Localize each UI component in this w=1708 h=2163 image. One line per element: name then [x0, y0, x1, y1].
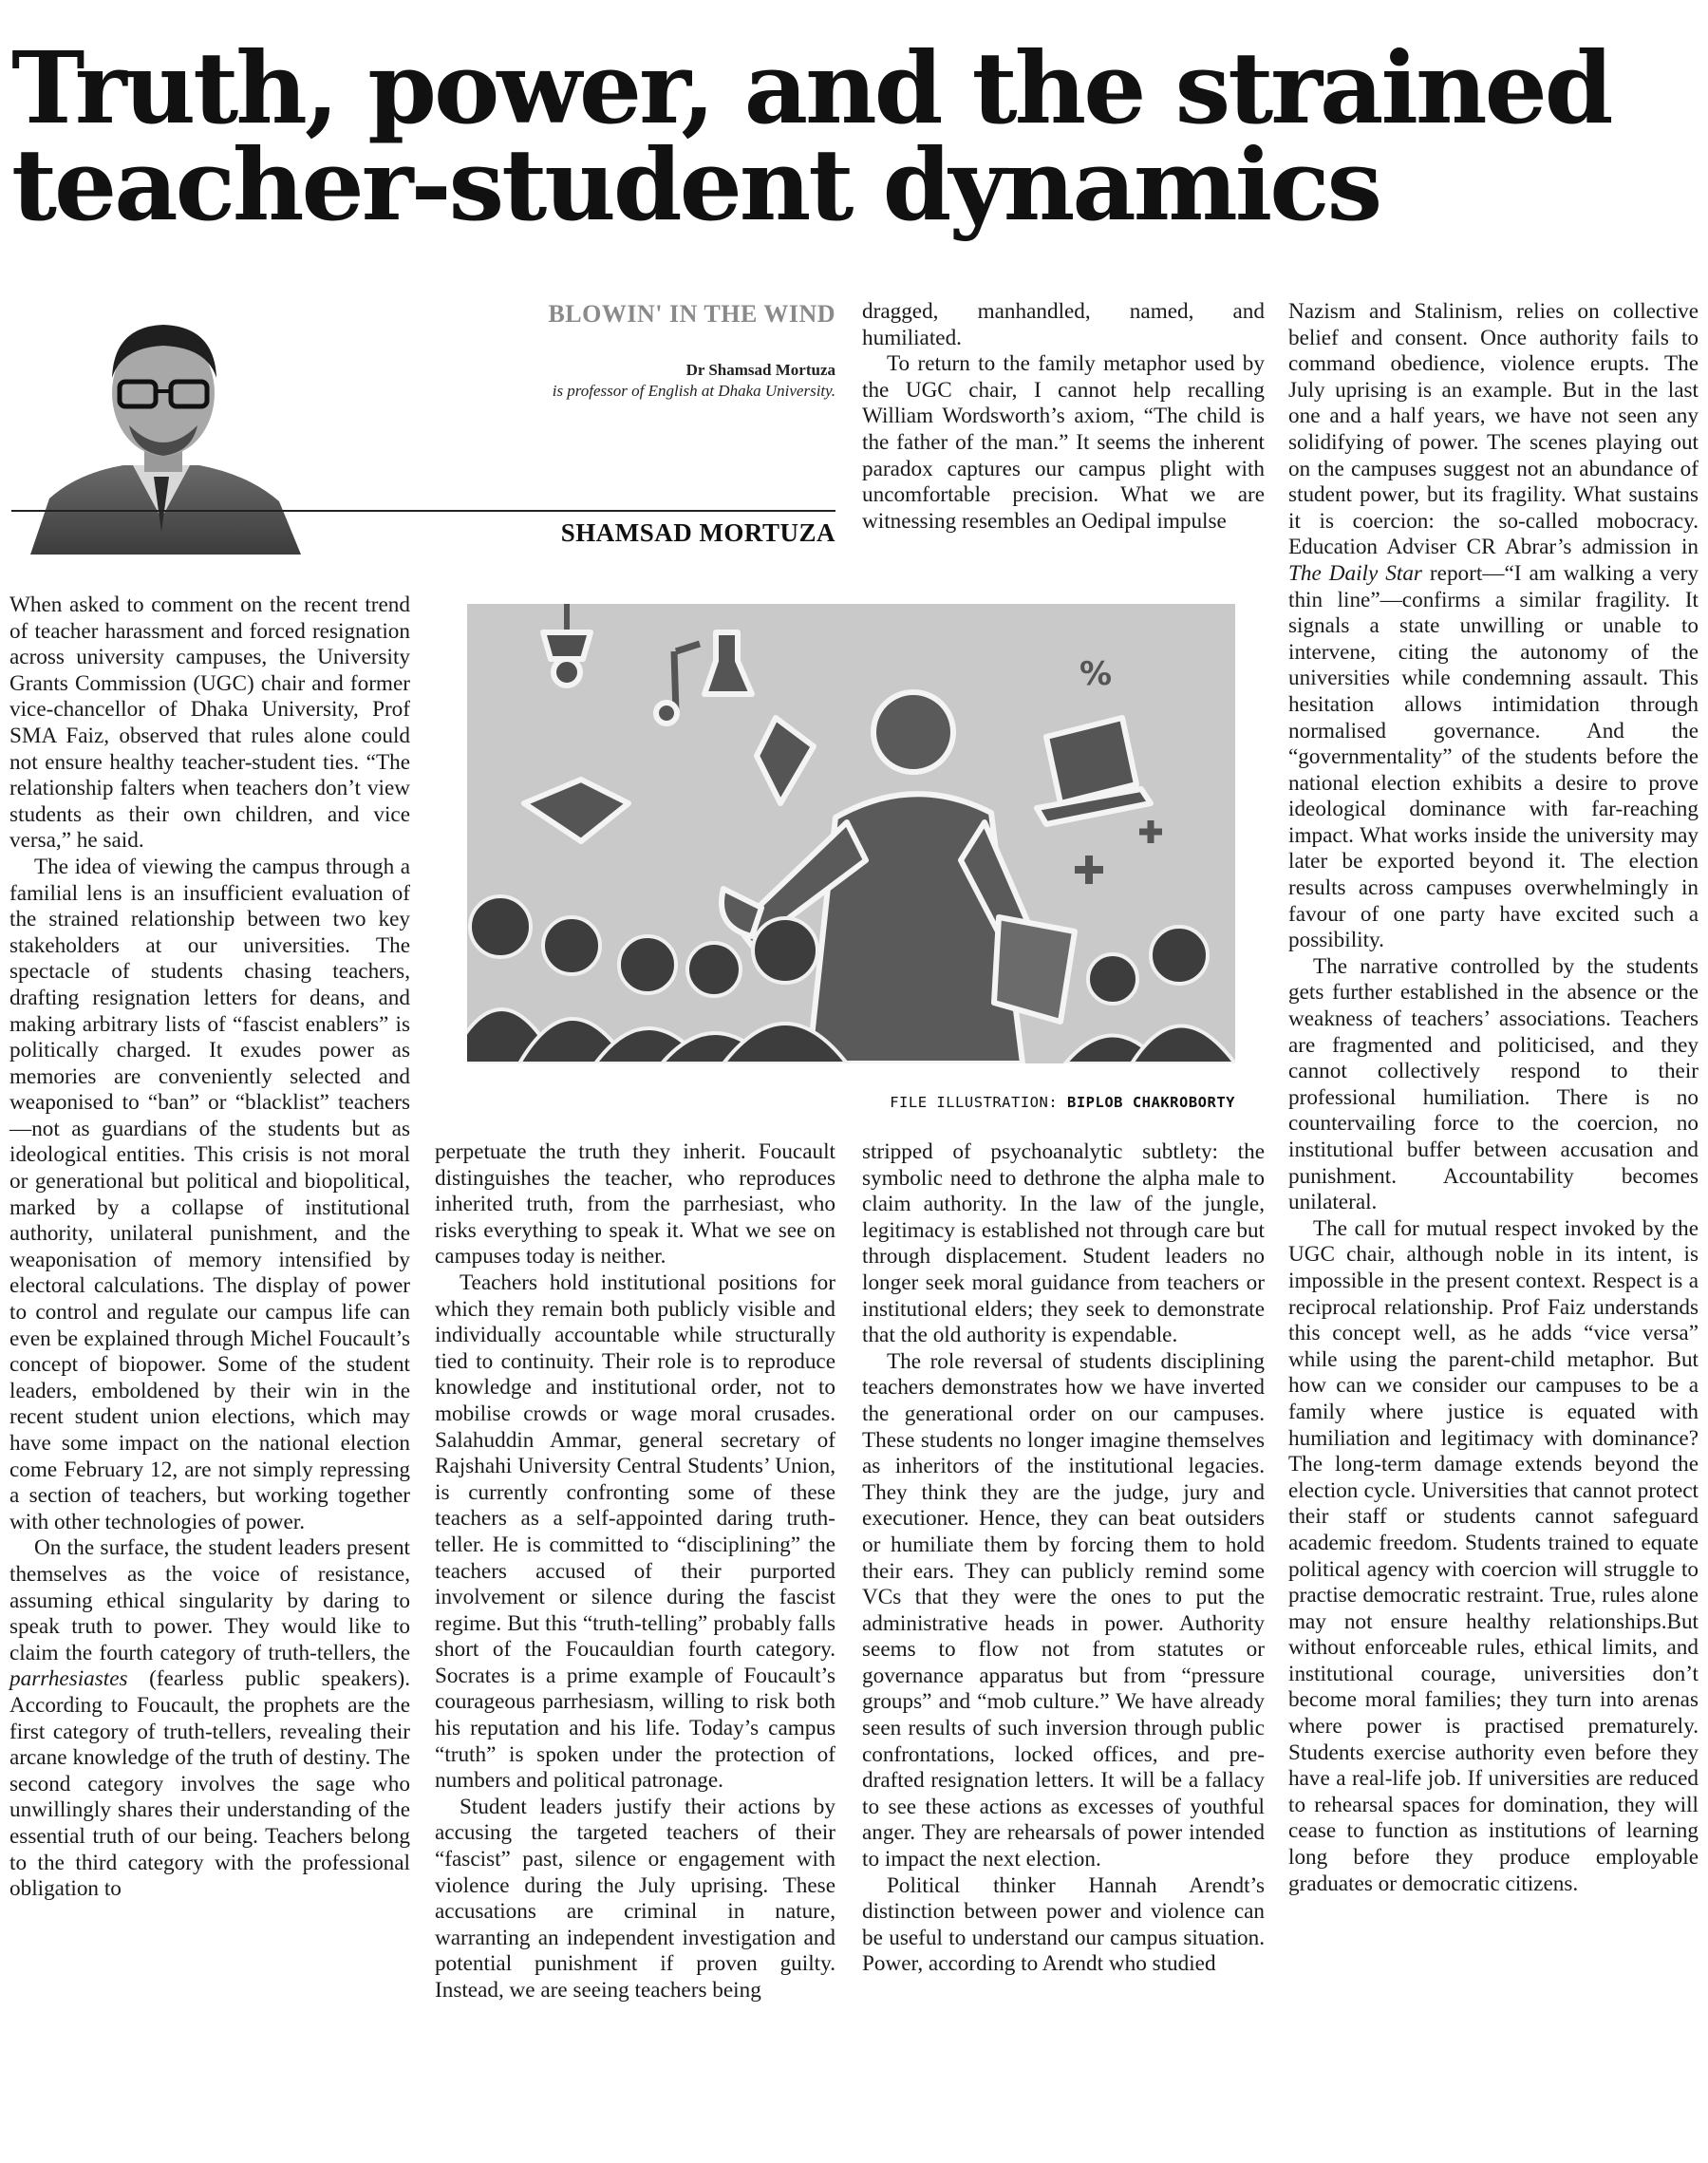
byline-rule	[11, 510, 835, 512]
body-column-4	[1288, 299, 1699, 1897]
paragraph	[1288, 299, 1699, 954]
emphasis: The Daily Star	[1288, 560, 1422, 586]
body-column-3-top	[862, 299, 1265, 535]
paragraph: To return to the family metaphor used by the UGC chair, I cannot help recalling William Wordsworth’s axiom, “The child is the father of the man.” It seems the inherent paradox captures our campus plight with uncomfortable precision. What we are witnessing resembles an Oedipal impulse	[862, 351, 1265, 534]
paragraph: When asked to comment on the recent trend of teacher harassment and forced resignation across university campuses, the University Grants Commission (UGC) chair and former vice-chancellor of Dhaka University, Prof SMA Faiz, observed that rules alone could not ensure healthy teacher-student ties. “The relationship falters when teachers don’t view students as their own children, and vice versa,” he said.	[9, 592, 410, 854]
body-column-3-bottom	[862, 1139, 1265, 1978]
paragraph: The idea of viewing the campus through a familial lens is an insufficient evaluation of the strained relationship between two key stakeholders at our universities. The spectacle of students chasing teachers, drafting resignation letters for deans, and making arbitrary lists of “fascist enablers” is politically charged. It exudes power as memories are conveniently selected and weaponised to “ban” or “blacklist” teachers—not as guardians of the students but as ideological entities. This crisis is not moral or generational but political and biopolitical, marked by a collapse of institutional authority, unilateral punishment, and the weaponisation of memory intensified by electoral calculations. The display of power to control and regulate our campus life can even be explained through Michel Foucault’s concept of biopower. Some of the student leaders, emboldened by their win in the recent student union elections, which may have some impact on the national election come February 12, are not simply repressing a section of teachers, but working together with other technologies of power.	[9, 854, 410, 1534]
paragraph-text: Nazism and Stalinism, relies on collective belief and consent. Once authority fails to command obedience, violence erupts. The July uprising is an example. But in the last one and a half years, we have not seen any solidifying of power. The scenes playing out on the campuses suggest not an abundance of student power, but its fragility. What sustains it is coercion: the so-called mobocracy. Education Adviser CR Abrar’s admission in	[1288, 299, 1699, 560]
caption-prefix: FILE ILLUSTRATION:	[890, 1094, 1068, 1111]
author-portrait	[11, 304, 325, 555]
emphasis: parrhesiastes	[9, 1666, 128, 1692]
byline: SHAMSAD MORTUZA	[560, 518, 835, 547]
paragraph: The role reversal of students disciplining teachers demonstrates how we have inverted the generational order on our campuses. These students no longer imagine themselves as inheritors of the institutional legacies. They think they are the judge, jury and executioner. Hence, they can beat outsiders or humiliate them by forcing them to hold their ears. They can publicly remind some VCs that they were the ones to put the administrative heads in power. Authority seems to flow not from statutes or governance apparatus but from “pressure groups” and “mob culture.” We have already seen results of such inversion through public confrontations, locked offices, and pre-drafted resignation letters. It will be a fallacy to see these actions as excesses of youthful anger. They are rehearsals of power intended to impact the next election.	[862, 1348, 1265, 1872]
body-column-2	[435, 1139, 835, 2004]
paragraph-text: On the surface, the student leaders present themselves as the voice of resistance, assuming ethical singularity by daring to speak truth to power. They would like to claim the fourth category of truth-tellers, the	[9, 1535, 410, 1665]
author-role: is professor of English at Dhaka University.	[552, 382, 835, 400]
paragraph: The narrative controlled by the students gets further established in the absence or the weakness of teachers’ associations. Teachers are fragmented and politicised, and they cannot collectively respond to their professional humiliation. There is no countervailing force to the coercion, no institutional buffer between accusation and punishment. Accountability becomes unilateral.	[1288, 953, 1699, 1215]
file-illustration	[467, 604, 1235, 1063]
paragraph: dragged, manhandled, named, and humiliated.	[862, 299, 1265, 350]
illustration-caption	[467, 1094, 1235, 1111]
svg-text:%: %	[1079, 655, 1113, 693]
paragraph-text: (fearless public speakers). According to Foucault, the prophets are the first category of truth-tellers, revealing their arcane knowledge of the truth of destiny. The second category involves the sage who unwillingly shares their understanding of the essential truth of our being. Teachers belong to the third category with the professional obligation to	[9, 1666, 410, 1902]
body-column-1	[9, 592, 410, 1903]
paragraph: Student leaders justify their actions by accusing the targeted teachers of their “fascist” past, silence or engagement with violence during the July uprising. These accusations are criminal in nature, warranting an independent investigation and potential punishment if proven guilty. Instead, we are seeing teachers being	[435, 1794, 835, 2003]
paragraph: Teachers hold institutional positions for which they remain both publicly visible and individually accountable while structurally tied to continuity. Their role is to reproduce knowledge and institutional order, not to mobilise crowds or wage moral crusades. Salahuddin Ammar, general secretary of Rajshahi University Central Students’ Union, is currently confronting some of these teachers as a self-appointed daring truth-teller. He is committed to “disciplining” the teachers accused of their purported involvement or silence during the fascist regime. But this “truth-telling” probably falls short of the Foucauldian fourth category. Socrates is a prime example of Foucault’s courageous parrhesiasm, willing to risk both his reputation and his life. Today’s campus “truth” is spoken under the protection of numbers and political patronage.	[435, 1270, 835, 1794]
paragraph	[9, 1535, 410, 1902]
paragraph: Political thinker Hannah Arendt’s distinction between power and violence can be useful to understand our campus situation. Power, according to Arendt who studied	[862, 1872, 1265, 1977]
headline	[11, 29, 1701, 243]
caption-credit: BIPLOB CHAKROBORTY	[1067, 1094, 1235, 1111]
paragraph: The call for mutual respect invoked by the UGC chair, although noble in its intent, is impossible in the present context. Respect is a reciprocal relationship. Prof Faiz understands this concept well, as he adds “vice versa” while using the parent-child metaphor. But how can we consider our campuses to be a family where justice is equated with humiliation and legitimacy with dominance? The long-term damage extends beyond the election cycle. Universities that cannot protect their staff or students cannot safeguard academic freedom. Students trained to equate political agency with coercion will struggle to practise democratic restraint. True, rules alone may not ensure healthy relationships.But without enforceable rules, ethical limits, and institutional courage, universities don’t become moral families; they turn into arenas where power is practised prematurely. Students exercise authority even before they have a real-life job. If universities are reduced to rehearsal spaces for domination, they will cease to function as institutions of learning long before they produce employable graduates or democratic citizens.	[1288, 1215, 1699, 1896]
paragraph: stripped of psychoanalytic subtlety: the symbolic need to dethrone the alpha male to claim authority. In the law of the jungle, legitimacy is established not through care but through displacement. Student leaders no longer seek moral guidance from teachers or institutional elders; they seek to demonstrate that the old authority is expendable.	[862, 1139, 1265, 1348]
column-rubric: BLOWIN' IN THE WIND	[548, 300, 835, 328]
paragraph-text: report—“I am walking a very thin line”—confirms a similar fragility. It signals a state unwilling or unable to intervene, citing the autonomy of the universities while condemning assault. This hesitation allows intimidation through normalised governance. And the “governmentality” of the students before the national election exhibits a desire to prove ideological dominance with far-reaching impact. What works inside the university may later be exported beyond it. The election results across campuses overwhelmingly in favour of one party have excited such a possibility.	[1288, 560, 1699, 953]
headline-line-1: Truth, power, and the strained	[11, 29, 1611, 146]
headline-line-2: teacher-student dynamics	[11, 126, 1380, 243]
paragraph: perpetuate the truth they inherit. Foucault distinguishes the teacher, who reproduces inherited truth, from the parrhesiast, who risks everything to speak it. What we see on campuses today is neither.	[435, 1139, 835, 1270]
author-name: Dr Shamsad Mortuza	[685, 361, 835, 379]
